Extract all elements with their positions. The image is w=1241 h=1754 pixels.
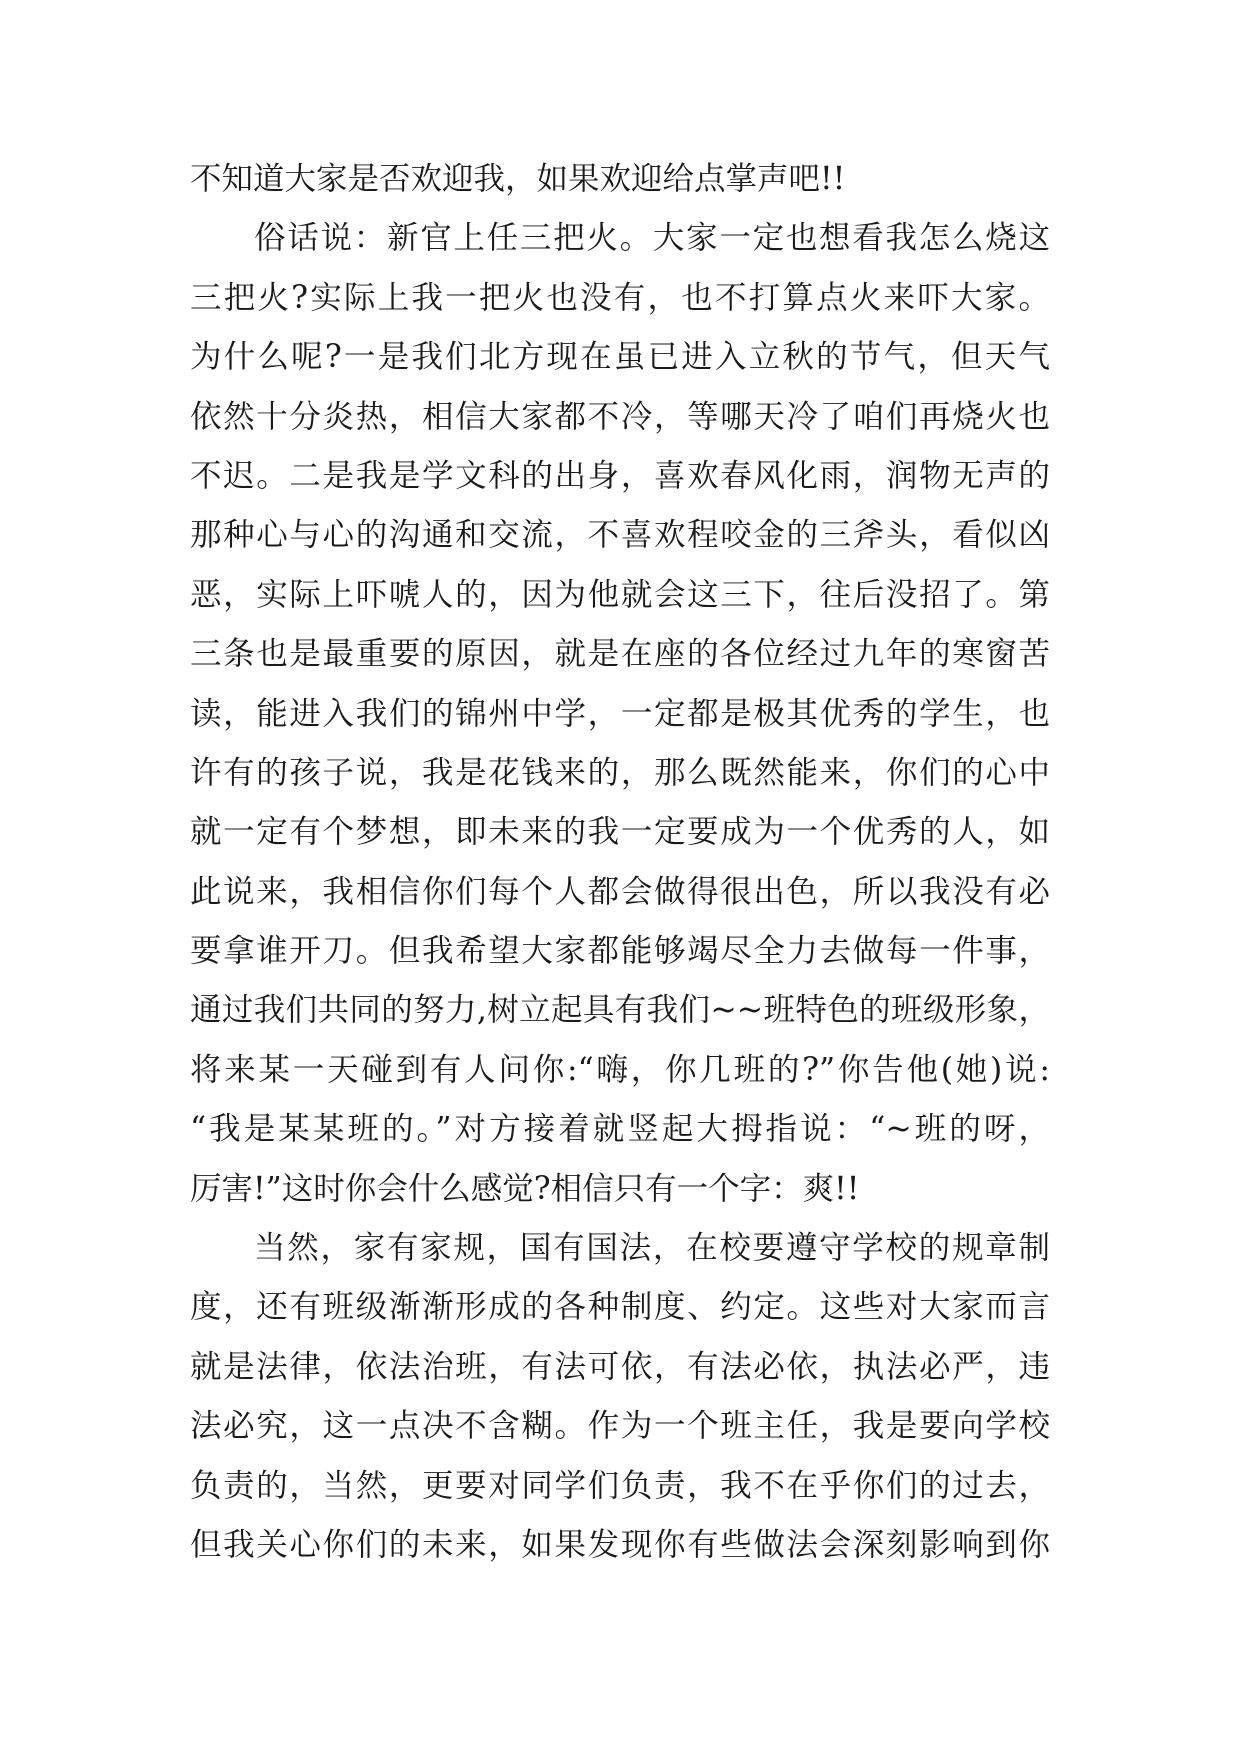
text-line: 法必究，这一点决不含糊。作为一个班主任，我是要向学校 [190,1408,1050,1445]
text-line: 不迟。二是我是学文科的出身，喜欢春风化雨，润物无声的 [190,457,1050,494]
text-line: 度，还有班级渐渐形成的各种制度、约定。这些对大家而言 [190,1289,1050,1326]
text-line: 那种心与心的沟通和交流，不喜欢程咬金的三斧头，看似凶 [190,517,1050,554]
text-line: 俗话说：新官上任三把火。大家一定也想看我怎么烧这 [254,220,1050,257]
text-line: 将来某一天碰到有人问你:“嗨，你几班的?”你告他(她)说: [190,1051,1050,1088]
text-line: 负责的，当然，更要对同学们负责，我不在乎你们的过去， [190,1467,1050,1504]
text-line: 就是法律，依法治班，有法可依，有法必依，执法必严，违 [190,1348,1050,1385]
text-line: 许有的孩子说，我是花钱来的，那么既然能来，你们的心中 [190,754,1050,791]
text-line: 通过我们共同的努力,树立起具有我们~~班特色的班级形象， [190,992,1050,1029]
text-line: 厉害!”这时你会什么感觉?相信只有一个字：爽!! [190,1170,860,1207]
text-line: 要拿谁开刀。但我希望大家都能够竭尽全力去做每一件事， [190,933,1050,970]
text-line: 三把火?实际上我一把火也没有，也不打算点火来吓大家。 [190,279,1050,316]
text-line: 为什么呢?一是我们北方现在虽已进入立秋的节气，但天气 [190,339,1050,376]
text-line: 但我关心你们的未来，如果发现你有些做法会深刻影响到你 [190,1526,1050,1563]
text-line: 读，能进入我们的锦州中学，一定都是极其优秀的学生，也 [190,695,1050,732]
text-line: 不知道大家是否欢迎我，如果欢迎给点掌声吧!! [190,161,846,197]
text-line: 三条也是最重要的原因，就是在座的各位经过九年的寒窗苦 [190,636,1050,673]
text-line: 恶，实际上吓唬人的，因为他就会这三下，往后没招了。第 [190,576,1050,613]
text-line: 就一定有个梦想，即未来的我一定要成为一个优秀的人，如 [190,814,1050,851]
text-line: “我是某某班的。”对方接着就竖起大拇指说：“~班的呀， [190,1111,1050,1148]
body-text [190,150,1050,1575]
text-line: 此说来，我相信你们每个人都会做得很出色，所以我没有必 [190,873,1050,910]
text-line: 当然，家有家规，国有国法，在校要遵守学校的规章制 [254,1230,1050,1267]
text-line: 依然十分炎热，相信大家都不冷，等哪天冷了咱们再烧火也 [190,398,1050,435]
